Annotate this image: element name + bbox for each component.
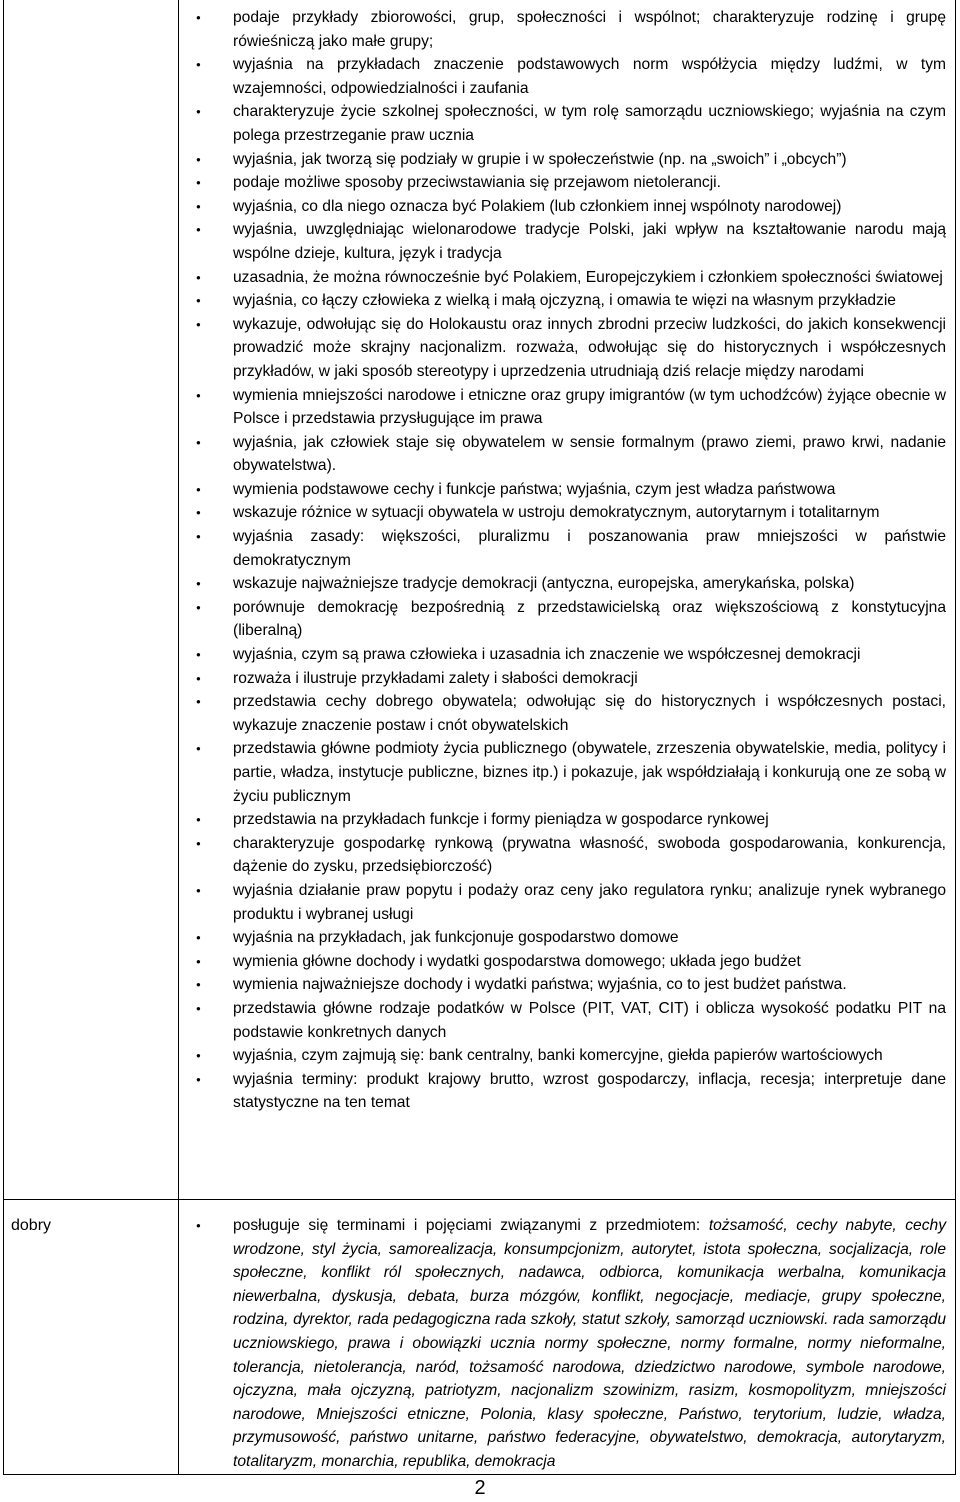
list-item: ● wyjaśnia, uwzględniając wielonarodowe tradycje Polski, jaki wpływ na kształtowanie narodu mają wspólne dzieje, kultura, język i tradycja [179, 218, 946, 265]
list-item: ● przedstawia główne podmioty życia publicznego (obywatele, zrzeszenia obywatelskie, media, politycy i partie, władza, instytucje publiczne, biznes itp.) i pokazuje, jak współdziałają i konkurują one ze sobą w życiu publicznym [179, 737, 946, 808]
list-item: ● wymienia główne dochody i wydatki gospodarstwa domowego; układa jego budżet [179, 950, 946, 974]
criteria-cell [179, 1200, 956, 1475]
grade-label: dobry [11, 1217, 52, 1234]
list-item: ● wskazuje najważniejsze tradycje demokracji (antyczna, europejska, amerykańska, polska) [179, 572, 946, 596]
page-number: 2 [474, 1477, 486, 1499]
list-item: ● wyjaśnia na przykładach znaczenie podstawowych norm współżycia między ludźmi, w tym wzajemności, odpowiedzialności i zaufania [179, 53, 946, 100]
table-row [4, 0, 956, 1200]
list-item: ● przedstawia cechy dobrego obywatela; odwołując się do historycznych i współczesnych postaci, wykazuje znaczenie postaw i cnót obywatelskich [179, 690, 946, 737]
list-item: ● wykazuje, odwołując się do Holokaustu oraz innych zbrodni przeciw ludzkości, do jakich konsekwencji prowadzić może skrajny nacjonalizm. rozważa, odwołując się do historycznych i współczesnych przykładów, w jaki sposób stereotypy i uprzedzenia utrudniają dziś relacje między narodami [179, 313, 946, 384]
list-item: ● wyjaśnia zasady: większości, pluralizmu i poszanowania praw mniejszości w państwie demokratycznym [179, 525, 946, 572]
list-item: ● wyjaśnia, jak człowiek staje się obywatelem w sensie formalnym (prawo ziemi, prawo krwi, nadanie obywatelstwa). [179, 431, 946, 478]
list-item: ● rozważa i ilustruje przykładami zalety i słabości demokracji [179, 667, 946, 691]
list-item: ● wyjaśnia, czym są prawa człowieka i uzasadnia ich znaczenie we współczesnej demokracji [179, 643, 946, 667]
grade-cell-empty [4, 0, 179, 1200]
list-item: ● charakteryzuje gospodarkę rynkową (prywatna własność, swoboda gospodarowania, konkurencja, dążenie do zysku, przedsiębiorczość) [179, 832, 946, 879]
terms-lead: posługuje się terminami i pojęciami związanymi z przedmiotem: [233, 1217, 709, 1234]
table-row [4, 1200, 956, 1475]
list-item: ● wyjaśnia terminy: produkt krajowy brutto, wzrost gospodarczy, inflacja, recesja; interpretuje dane statystyczne na ten temat [179, 1068, 946, 1115]
terms-list: tożsamość, cechy nabyte, cechy wrodzone, styl życia, samorealizacja, konsumpcjonizm, autorytet, istota społeczna, socjalizacja, role społeczne, konflikt ról społecznych, nadawca, odbiorca, komunikacja werbalna, komunikacja niewerbalna, dyskusja, debata, burza mózgów, konflikt, negocjacje, mediacje, grupy społeczne, rodzina, dyrektor, rada pedagogiczna rada szkoły, statut szkoły, samorząd uczniowski. rada samorządu uczniowskiego, prawa i obowiązki ucznia normy społeczne, normy formalne, normy nieformalne, tolerancja, nietolerancja, naród, tożsamość narodowa, dziedzictwo narodowe, symbole narodowe, ojczyzna, mała ojczyzną, patriotyzm, nacjonalizm szowinizm, rasizm, kosmopolityzm, mniejszości narodowe, Mniejszości etniczne, Polonia, klasy społeczne, Państwo, terytorium, ludzie, władza, przymusowość, państwo unitarne, państwo federacyjne, obywatelstwo, demokracja, autorytaryzm, totalitaryzm, monarchia, republika, demokracja [233, 1217, 946, 1470]
list-item: ● wyjaśnia działanie praw popytu i podaży oraz ceny jako regulatora rynku; analizuje rynek wybranego produktu i wybranej usługi [179, 879, 946, 926]
list-item: ● wymienia najważniejsze dochody i wydatki państwa; wyjaśnia, co to jest budżet państwa. [179, 973, 946, 997]
list-item: ● podaje przykłady zbiorowości, grup, społeczności i wspólnot; charakteryzuje rodzinę i grupę rówieśniczą jako małe grupy; [179, 6, 946, 53]
list-item: ● wymienia mniejszości narodowe i etniczne oraz grupy imigrantów (w tym uchodźców) żyjące obecnie w Polsce i przedstawia przysługujące im prawa [179, 384, 946, 431]
criteria-list [179, 1200, 955, 1474]
criteria-cell [179, 0, 956, 1200]
criteria-list [179, 0, 955, 1115]
list-item: ● wyjaśnia, czym zajmują się: bank centralny, banki komercyjne, giełda papierów wartościowych [179, 1044, 946, 1068]
list-item: ● wyjaśnia, co dla niego oznacza być Polakiem (lub członkiem innej wspólnoty narodowej) [179, 195, 946, 219]
list-item: ● uzasadnia, że można równocześnie być Polakiem, Europejczykiem i członkiem społeczności światowej [179, 266, 946, 290]
list-item: ● porównuje demokrację bezpośrednią z przedstawicielską oraz większościową z konstytucyjna (liberalną) [179, 596, 946, 643]
list-item: ● wyjaśnia na przykładach, jak funkcjonuje gospodarstwo domowe [179, 926, 946, 950]
grade-cell [4, 1200, 179, 1475]
list-item [179, 1214, 946, 1474]
list-item: ● podaje możliwe sposoby przeciwstawiania się przejawom nietolerancji. [179, 171, 946, 195]
list-item: ● wyjaśnia, co łączy człowieka z wielką i małą ojczyzną, i omawia te więzi na własnym przykładzie [179, 289, 946, 313]
list-item: ● przedstawia główne rodzaje podatków w Polsce (PIT, VAT, CIT) i oblicza wysokość podatku PIT na podstawie konkretnych danych [179, 997, 946, 1044]
list-item: ● charakteryzuje życie szkolnej społeczności, w tym rolę samorządu uczniowskiego; wyjaśnia na czym polega przestrzeganie praw ucznia [179, 100, 946, 147]
grading-criteria-table [3, 0, 956, 1475]
list-item: ● wymienia podstawowe cechy i funkcje państwa; wyjaśnia, czym jest władza państwowa [179, 478, 946, 502]
list-item: ● przedstawia na przykładach funkcje i formy pieniądza w gospodarce rynkowej [179, 808, 946, 832]
list-item: ● wyjaśnia, jak tworzą się podziały w grupie i w społeczeństwie (np. na „swoich” i „obcych”) [179, 148, 946, 172]
list-item: ● wskazuje różnice w sytuacji obywatela w ustroju demokratycznym, autorytarnym i totalitarnym [179, 501, 946, 525]
